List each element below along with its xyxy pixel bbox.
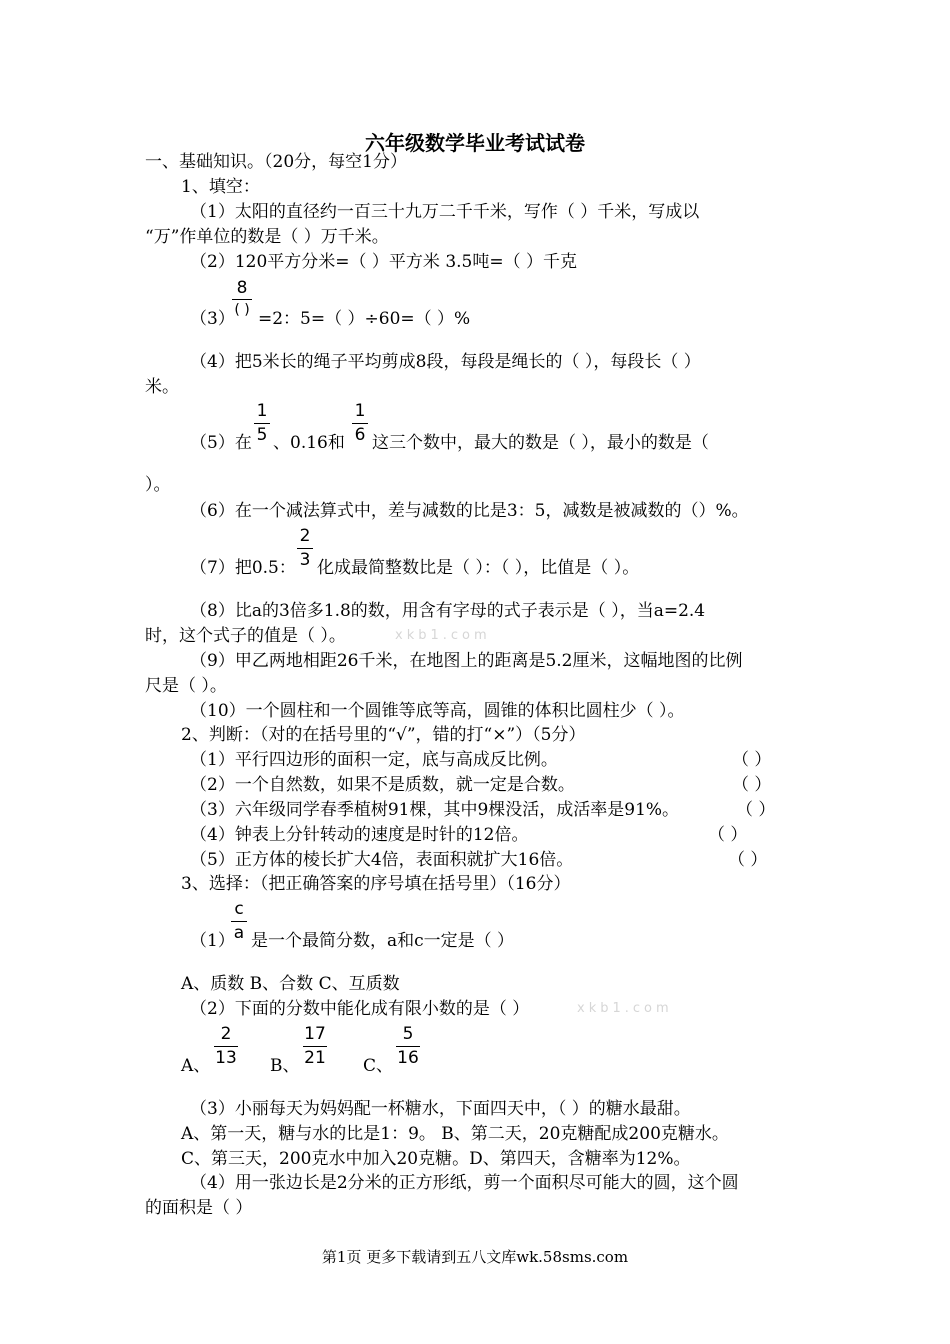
question-5-rest: 这三个数中，最大的数是（ ），最小的数是（ <box>372 433 709 453</box>
choice-1-rest: 是一个最简分数，a和c一定是（ ） <box>251 931 515 951</box>
q5-fraction-2-denominator: 6 <box>354 425 366 445</box>
judgement-item-3-blank: （ ） <box>736 800 776 820</box>
question-5-middle: 、0.16和 <box>273 433 345 453</box>
page-footer: 第1页 更多下载请到五八文库wk.58sms.com <box>321 1248 629 1266</box>
fill-blank-heading: 1、填空： <box>181 177 260 197</box>
judgement-item-4-blank: （ ） <box>708 825 748 845</box>
choice-1-fraction-denominator: a <box>233 923 245 943</box>
question-7-rest: 化成最简整数比是（ ）：（ ），比值是（ ）。 <box>317 558 640 578</box>
question-8-line-2: 时，这个式子的值是（ ）。 <box>145 626 346 646</box>
choice-4-line-1: （4）用一张边长是2分米的正方形纸，剪一个面积尽可能大的圆，这个圆 <box>190 1173 739 1193</box>
question-9-line-2: 尺是（ ）。 <box>145 676 227 696</box>
exam-title: 六年级数学毕业考试试卷 <box>365 131 585 155</box>
q7-fraction-numerator: 2 <box>299 526 311 546</box>
choice-2: （2）下面的分数中能化成有限小数的是（ ） <box>190 999 530 1019</box>
choice-1-options: A、质数 B、合数 C、互质数 <box>181 974 400 994</box>
q5-fraction-2-numerator: 1 <box>354 401 366 421</box>
judgement-item-2-blank: （ ） <box>732 775 772 795</box>
choice-2-option-a-numerator: 2 <box>220 1024 232 1044</box>
choice-2-option-b-denominator: 21 <box>304 1048 326 1068</box>
question-6: （6）在一个减法算式中，差与减数的比是3：5，减数是被减数的（）%。 <box>190 501 749 521</box>
question-5-line-2: ）。 <box>145 475 171 495</box>
choice-1-prefix: （1） <box>190 931 235 951</box>
judgement-item-5-blank: （ ） <box>728 850 768 870</box>
choice-2-option-b-bar <box>303 1046 327 1047</box>
choice-2-option-c-bar <box>396 1046 420 1047</box>
choice-4-line-2: 的面积是（ ） <box>145 1198 253 1218</box>
judgement-item-4: （4）钟表上分针转动的速度是时针的12倍。 <box>190 825 529 845</box>
judgement-heading: 2、判断：（对的在括号里的“√”，错的打“×”）（5分） <box>181 725 586 745</box>
choice-2-option-a-denominator: 13 <box>215 1048 237 1068</box>
question-8-line-1: （8）比a的3倍多1.8的数，用含有字母的式子表示是（ ），当a=2.4 <box>190 601 706 621</box>
watermark-2: xkb1.com <box>577 1001 673 1016</box>
q5-fraction-1-denominator: 5 <box>256 425 268 445</box>
choice-heading: 3、选择：（把正确答案的序号填在括号里）（16分） <box>181 874 571 894</box>
section-1-heading: 一、基础知识。（20分，每空1分） <box>145 152 407 172</box>
question-1-line-1: （1）太阳的直径约一百三十九万二千千米，写作（ ）千米，写成以 <box>190 202 700 222</box>
question-5-prefix: （5）在 <box>190 433 252 453</box>
question-3-prefix: （3） <box>190 309 235 329</box>
choice-2-option-b-numerator: 17 <box>304 1024 326 1044</box>
choice-2-option-a-bar <box>214 1046 238 1047</box>
question-3-rest: =2：5=（ ）÷60=（ ）% <box>258 309 471 329</box>
q5-fraction-1-numerator: 1 <box>256 401 268 421</box>
question-4-line-1: （4）把5米长的绳子平均剪成8段，每段是绳长的（ ），每段长（ ） <box>190 352 701 372</box>
choice-1-fraction-bar <box>231 921 247 922</box>
q5-fraction-1-bar <box>254 423 270 424</box>
q5-fraction-2-bar <box>352 423 368 424</box>
choice-2-option-a-label: A、 <box>181 1056 211 1076</box>
question-1-line-2: “万”作单位的数是（ ）万千米。 <box>145 227 389 247</box>
question-10: （10）一个圆柱和一个圆锥等底等高，圆锥的体积比圆柱少（ ）。 <box>190 701 685 721</box>
choice-3-options-cd: C、第三天，200克水中加入20克糖。D、第四天，含糖率为12%。 <box>181 1149 691 1169</box>
judgement-item-5: （5）正方体的棱长扩大4倍，表面积就扩大16倍。 <box>190 850 574 870</box>
q3-fraction-denominator: ( ) <box>234 302 250 318</box>
choice-2-option-b-label: B、 <box>270 1056 300 1076</box>
judgement-item-1-blank: （ ） <box>732 750 772 770</box>
judgement-item-2: （2）一个自然数，如果不是质数，就一定是合数。 <box>190 775 575 795</box>
question-7-prefix: （7）把0.5： <box>190 558 296 578</box>
choice-2-option-c-denominator: 16 <box>397 1048 419 1068</box>
watermark-1: xkb1.com <box>395 628 491 643</box>
q7-fraction-denominator: 3 <box>299 550 311 570</box>
choice-2-option-c-label: C、 <box>363 1056 394 1076</box>
judgement-item-1: （1）平行四边形的面积一定，底与高成反比例。 <box>190 750 558 770</box>
judgement-item-3: （3）六年级同学春季植树91棵，其中9棵没活，成活率是91%。 <box>190 800 680 820</box>
q3-fraction-numerator: 8 <box>236 278 248 298</box>
choice-3-options-ab: A、第一天，糖与水的比是1：9。 B、第二天，20克糖配成200克糖水。 <box>181 1124 729 1144</box>
question-4-line-2: 米。 <box>145 377 179 397</box>
choice-2-option-c-numerator: 5 <box>402 1024 414 1044</box>
q7-fraction-bar <box>297 548 313 549</box>
choice-1-fraction-numerator: c <box>234 899 244 919</box>
choice-3: （3）小丽每天为妈妈配一杯糖水，下面四天中，（ ）的糖水最甜。 <box>190 1099 691 1119</box>
question-9-line-1: （9）甲乙两地相距26千米，在地图上的距离是5.2厘米，这幅地图的比例 <box>190 651 743 671</box>
question-2: （2）120平方分米=（ ）平方米 3.5吨=（ ）千克 <box>190 252 577 272</box>
